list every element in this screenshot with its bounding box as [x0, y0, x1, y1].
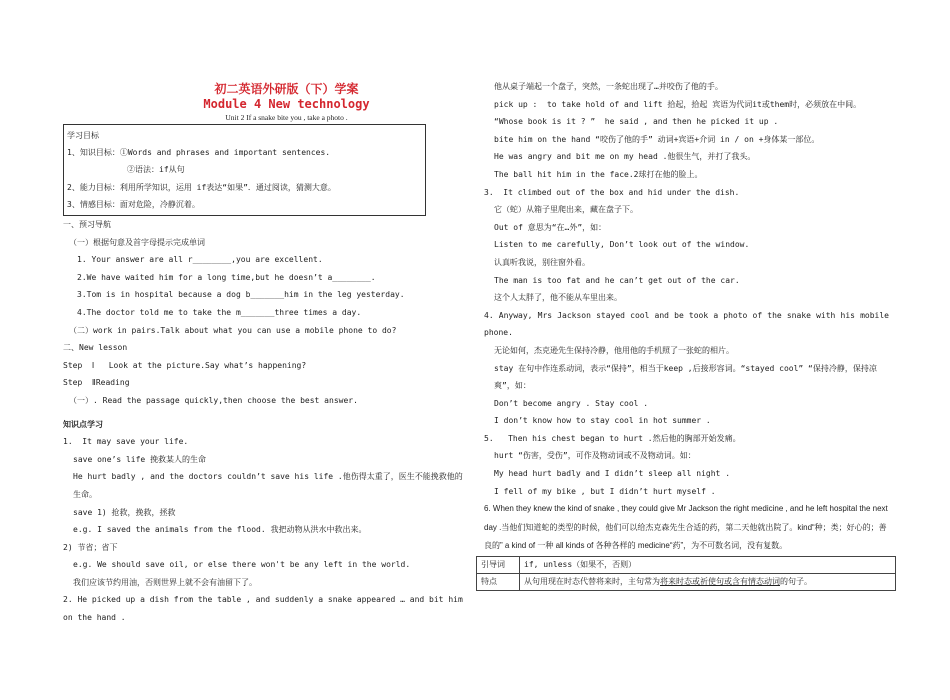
preview-q2: 2.We have waited him for a long time,but he doesn’t a________. [77, 272, 376, 282]
knowledge-points-heading: 知识点学习 [63, 419, 103, 429]
module-title: Module 4 New technology [203, 97, 370, 111]
out-of-translation-1: 认真听我说，别往窗外看。 [494, 257, 590, 267]
point-3: 3. It climbed out of the box and hid under the dish. [484, 187, 740, 197]
stay-explanation: stay 在句中作连系动词，表示“保持”，相当于keep ,后接形容词。“stayed cool” “保持冷静，保持凉爽”，如： [494, 363, 877, 391]
page-title: 初二英语外研版（下）学案 [214, 82, 359, 96]
out-of-example-1: Listen to me carefully, Don’t look out of the window. [494, 240, 750, 250]
point-1: 1. It may save your life. [63, 437, 189, 447]
goal-ability: 2、能力目标：利用所学知识，运用 if表达“如果”．通过阅读，猜测大意。 [67, 182, 336, 192]
feature-text-a: 从句用现在时态代替将来时，主句常为 [524, 576, 660, 586]
hurt-example-1: My head hurt badly and I didn’t sleep all night . [494, 469, 731, 479]
point-3-translation: 它（蛇）从箱子里爬出来，藏在盘子下。 [494, 205, 638, 215]
point-1-save-meaning-2: 2) 节省；省下 [63, 542, 118, 552]
pick-up-definition: pick up : to take hold of and lift 拾起，拾起 宾语为代词it或them时，必须放在中间。 [494, 99, 862, 109]
point-2-translation: 他从桌子端起一个盘子，突然，一条蛇出现了…并咬伤了他的手。 [494, 82, 723, 91]
point-5: 5. Then his chest began to hurt .然后他的胸部开始发痛。 [484, 433, 741, 443]
point-1-save-example: e.g. I saved the animals from the flood. 我把动物从洪水中救出来。 [73, 525, 367, 535]
preview-sub2: （二）work in pairs.Talk about what you can use a mobile phone to do? [69, 325, 397, 335]
point-1-example: He hurt badly , and the doctors couldn’t save his life .他伤得太重了，医生不能挽救他的生命。 [73, 472, 463, 499]
point-1-phrase: save one’s life 挽救某人的生命 [73, 454, 207, 464]
step-2-reading: （一）. Read the passage quickly,then choose the best answer. [69, 395, 358, 405]
step-1: Step Ⅰ Look at the picture.Say what’s happening? [63, 360, 307, 370]
section-new-lesson: 二、New lesson [63, 343, 128, 353]
section-preview: 一、预习导航 [63, 220, 111, 230]
preview-q1: 1. Your answer are all r________,you are excellent. [77, 255, 323, 265]
point-4-translation: 无论如何，杰克逊先生保持冷静，他用他的手机照了一张蛇的相片。 [494, 345, 734, 355]
out-of-translation-2: 这个人太胖了，他不能从车里出来。 [494, 293, 622, 303]
point-2: 2. He picked up a dish from the table , and suddenly a snake appeared … and bit him on the hand . [63, 595, 463, 623]
table-row [477, 556, 896, 573]
out-of-meaning: Out of 意思为“在…外”，如： [494, 222, 607, 232]
learning-goals-box [63, 124, 426, 216]
table-row [477, 573, 896, 590]
goal-knowledge: 1、知识目标：①Words and phrases and important sentences. [67, 148, 331, 158]
hurt-example-2: I fell of my bike , but I didn’t hurt myself . [494, 486, 716, 496]
point-1-save-example-2: e.g. We should save oil, or else there won't be any left in the world. [73, 560, 411, 570]
left-column [63, 82, 470, 627]
feature-text-underlined: 将来时态或祈使句或含有情态动词 [660, 576, 780, 586]
out-of-example-2: The man is too fat and he can’t get out of the car. [494, 275, 740, 285]
preview-q3: 3.Tom is in hospital because a dog b_______him in the leg yesterday. [77, 290, 405, 300]
preview-sub1: （一）根据句意及首字母提示完成单词 [69, 237, 205, 247]
table-value-guide-word: if, unless（如果不，否则） [520, 556, 896, 573]
step-2: Step ⅡReading [63, 378, 130, 388]
bite-structure: bite him on the hand “咬伤了他的手” 动词+宾语+介词 in / on +身体某一部位。 [494, 134, 820, 144]
table-value-feature [520, 573, 896, 590]
point-1-save-translation-2: 我们应该节约用油，否则世界上就不会有油留下了。 [73, 577, 257, 587]
goals-label: 学习目标 [67, 131, 99, 140]
if-clause-table [476, 556, 896, 591]
hurt-meaning: hurt “伤害，受伤”，可作及物动词或不及物动词。如： [494, 451, 696, 461]
table-key-feature: 特点 [477, 573, 520, 590]
bite-example-1: He was angry and bit me on my head .他很生气，并打了我头。 [494, 152, 756, 162]
stay-example-2: I don’t know how to stay cool in hot summer . [494, 416, 711, 426]
point-6: 6. When they knew the kind of snake , they could give Mr Jackson the right medicine , and he left hospital the next day .当他们知道蛇的类型的时候，他们可以给杰克森先生合适的药，第二天他就出院了。kind“种；类；好心的；善良的” a kind of 一种 all kinds of 各种各样的 medicine“药”，为不可数名词，没有复数。 [484, 504, 888, 551]
pick-up-example: “Whose book is it ? ” he said , and then he picked it up . [494, 117, 779, 127]
stay-example-1: Don’t become angry . Stay cool . [494, 398, 649, 408]
goal-emotion: 3、情感目标：面对危险，冷静沉着。 [67, 199, 200, 209]
table-key-guide-word: 引导词 [477, 556, 520, 573]
goal-grammar: ②语法：if从句 [127, 165, 185, 175]
bite-example-2: The ball hit him in the face.2球打在他的脸上。 [494, 169, 703, 179]
point-1-save-meaning: save 1) 抢救，挽救，拯救 [73, 507, 176, 517]
right-column [481, 78, 889, 591]
point-4: 4. Anyway, Mrs Jackson stayed cool and be took a photo of the snake with his mobile phone. [484, 310, 889, 338]
feature-text-b: 的句子。 [780, 576, 812, 586]
preview-q4: 4.The doctor told me to take the m_______three times a day. [77, 307, 362, 317]
unit-subtitle: Unit 2 If a snake bite you , take a photo . [225, 113, 348, 122]
